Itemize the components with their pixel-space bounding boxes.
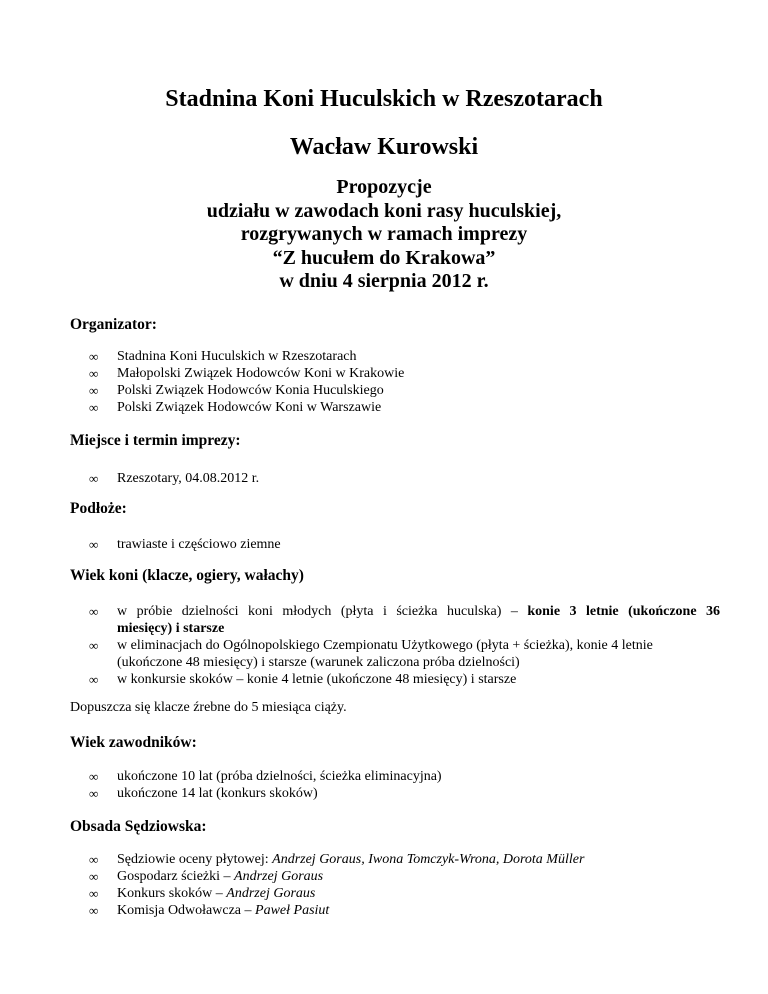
bullet-icon: ∞ xyxy=(89,769,99,784)
proposal-subtitle xyxy=(0,176,768,294)
organizer-heading: Organizator: xyxy=(70,316,157,333)
judges-heading: Obsada Sędziowska: xyxy=(70,818,207,835)
bullet-icon: ∞ xyxy=(89,672,99,687)
bullet-icon: ∞ xyxy=(89,366,99,381)
ground-heading: Podłoże: xyxy=(70,500,127,517)
list-item: ∞ Polski Związek Hodowców Koni w Warszawie xyxy=(89,400,382,415)
list-item: ∞ Konkurs skoków – Andrzej Goraus xyxy=(89,886,316,901)
ground-list xyxy=(70,536,720,553)
bullet-icon: ∞ xyxy=(89,400,99,415)
list-item: ∞ w konkursie skoków – konie 4 letnie (ukończone 48 miesięcy) i starsze xyxy=(89,672,517,687)
bullet-icon: ∞ xyxy=(89,786,99,801)
list-item: ∞ Sędziowie oceny płytowej: Andrzej Goraus, Iwona Tomczyk-Wrona, Dorota Müller xyxy=(89,852,585,867)
horse-age-heading: Wiek koni (klacze, ogiery, wałachy) xyxy=(70,567,304,584)
mares-note: Dopuszcza się klacze źrebne do 5 miesiąca ciąży. xyxy=(70,700,347,715)
subtitle-line: Propozycje xyxy=(336,176,432,198)
list-item: ∞ w eliminacjach do Ogólnopolskiego Czempionatu Użytkowego (płyta + ścieżka), konie 4 letnie (ukończone 48 miesięcy) i starsze (warunek zaliczona próba dzielności) xyxy=(89,638,653,670)
subtitle-line: w dniu 4 sierpnia 2012 r. xyxy=(279,270,489,292)
subtitle-line: rozgrywanych w ramach imprezy xyxy=(240,223,528,245)
rider-age-heading: Wiek zawodników: xyxy=(70,734,197,751)
bullet-icon: ∞ xyxy=(89,638,99,653)
list-item: ∞ Małopolski Związek Hodowców Koni w Krakowie xyxy=(89,366,405,381)
place-heading: Miejsce i termin imprezy: xyxy=(70,432,241,449)
bullet-icon: ∞ xyxy=(89,471,99,486)
list-item: ∞ Rzeszotary, 04.08.2012 r. xyxy=(89,471,260,486)
judges-list xyxy=(70,851,720,919)
subtitle-line: udziału w zawodach koni rasy huculskiej, xyxy=(206,199,562,222)
bullet-icon: ∞ xyxy=(89,604,99,619)
list-item: ∞ Polski Związek Hodowców Konia Huculskiego xyxy=(89,383,384,398)
bullet-icon: ∞ xyxy=(89,852,99,867)
list-item: ∞ Komisja Odwoławcza – Paweł Pasiut xyxy=(89,903,330,918)
author-name: Wacław Kurowski xyxy=(289,134,479,160)
horse-age-list xyxy=(70,603,720,688)
list-item: ∞ ukończone 10 lat (próba dzielności, ścieżka eliminacyjna) xyxy=(89,769,442,784)
rider-age-list xyxy=(70,768,720,802)
bullet-icon: ∞ xyxy=(89,537,99,552)
list-item: ∞ Gospodarz ścieżki – Andrzej Goraus xyxy=(89,869,324,884)
list-item: ∞ Stadnina Koni Huculskich w Rzeszotarach xyxy=(89,349,357,364)
bullet-icon: ∞ xyxy=(89,383,99,398)
bullet-icon: ∞ xyxy=(89,886,99,901)
list-item: ∞ ukończone 14 lat (konkurs skoków) xyxy=(89,786,318,801)
bullet-icon: ∞ xyxy=(89,869,99,884)
place-list xyxy=(70,470,720,487)
bullet-icon: ∞ xyxy=(89,349,99,364)
list-item: ∞ trawiaste i częściowo ziemne xyxy=(89,537,281,552)
bullet-icon: ∞ xyxy=(89,903,99,918)
subtitle-line: “Z hucułem do Krakowa” xyxy=(272,246,496,269)
organizer-list xyxy=(70,348,720,416)
list-item: ∞ w próbie dzielności koni młodych (płyta i ścieżka huculska) – konie 3 letnie (ukończone 36 miesięcy) i starsze xyxy=(89,604,721,636)
stud-title: Stadnina Koni Huculskich w Rzeszotarach xyxy=(165,86,603,112)
